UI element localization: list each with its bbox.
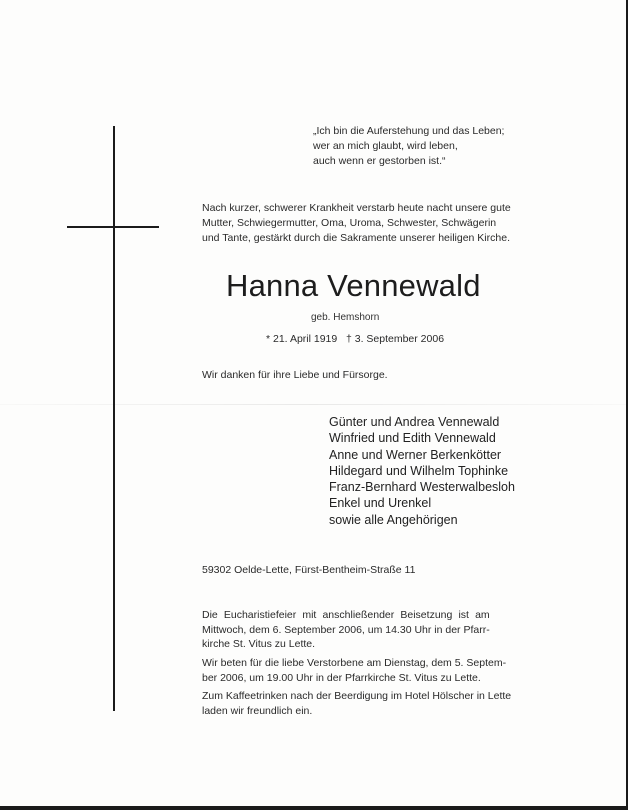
- prayer-line: Wir beten für die liebe Verstorbene am Dienstag, dem 5. Septem-: [202, 657, 507, 669]
- bible-quote: [313, 124, 504, 169]
- cross-horizontal-bar: [67, 226, 159, 228]
- mourner-entry: sowie alle Angehörigen: [329, 512, 458, 527]
- family-address: 59302 Oelde-Lette, Fürst-Bentheim-Straße 11: [202, 564, 416, 576]
- cross-vertical-bar: [113, 126, 115, 711]
- coffee-line: laden wir freundlich ein.: [202, 704, 313, 717]
- prayer-line: ber 2006, um 19.00 Uhr in der Pfarrkirche St. Vitus zu Lette.: [202, 671, 481, 684]
- mourner-entry: Günter und Andrea Vennewald: [329, 415, 500, 429]
- prayer-service-info: [202, 656, 527, 685]
- mourner-entry: Franz-Bernhard Westerwalbesloh: [329, 480, 515, 495]
- coffee-line: Zum Kaffeetrinken nach der Beerdigung im Hotel Hölscher in Lette: [202, 690, 512, 702]
- coffee-invitation: [202, 689, 527, 718]
- service-line: Mittwoch, dem 6. September 2006, um 14.30 Uhr in der Pfarr-: [202, 623, 490, 636]
- announcement-line: Mutter, Schwiegermutter, Oma, Uroma, Schwester, Schwägerin: [202, 217, 497, 229]
- life-dates: * 21. April 1919 † 3. September 2006: [266, 333, 445, 345]
- funeral-service-info: [202, 608, 527, 652]
- mourner-entry: Enkel und Urenkel: [329, 496, 432, 511]
- mourner-entry: Hildegard und Wilhelm Tophinke: [329, 463, 509, 478]
- deceased-name: Hanna Vennewald: [226, 268, 481, 303]
- quote-line: „Ich bin die Auferstehung und das Leben;: [313, 125, 505, 137]
- announcement-line: und Tante, gestärkt durch die Sakramente unserer heiligen Kirche.: [202, 232, 510, 244]
- service-line: kirche St. Vitus zu Lette.: [202, 638, 316, 651]
- quote-line: auch wenn er gestorben ist.“: [313, 155, 446, 167]
- announcement-text: [202, 201, 525, 246]
- paper-fold-line: [0, 404, 626, 405]
- mourners-list: [329, 414, 515, 528]
- announcement-line: Nach kurzer, schwerer Krankheit verstarb heute nacht unsere gute: [202, 202, 511, 214]
- thanks-text: Wir danken für ihre Liebe und Fürsorge.: [202, 369, 388, 381]
- service-line: Die Eucharistiefeier mit anschließender Beisetzung ist am: [202, 609, 490, 621]
- mourner-entry: Anne und Werner Berkenkötter: [329, 447, 502, 462]
- maiden-name: geb. Hemshorn: [311, 312, 380, 323]
- mourner-entry: Winfried und Edith Vennewald: [329, 431, 496, 446]
- quote-line: wer an mich glaubt, wird leben,: [313, 140, 458, 152]
